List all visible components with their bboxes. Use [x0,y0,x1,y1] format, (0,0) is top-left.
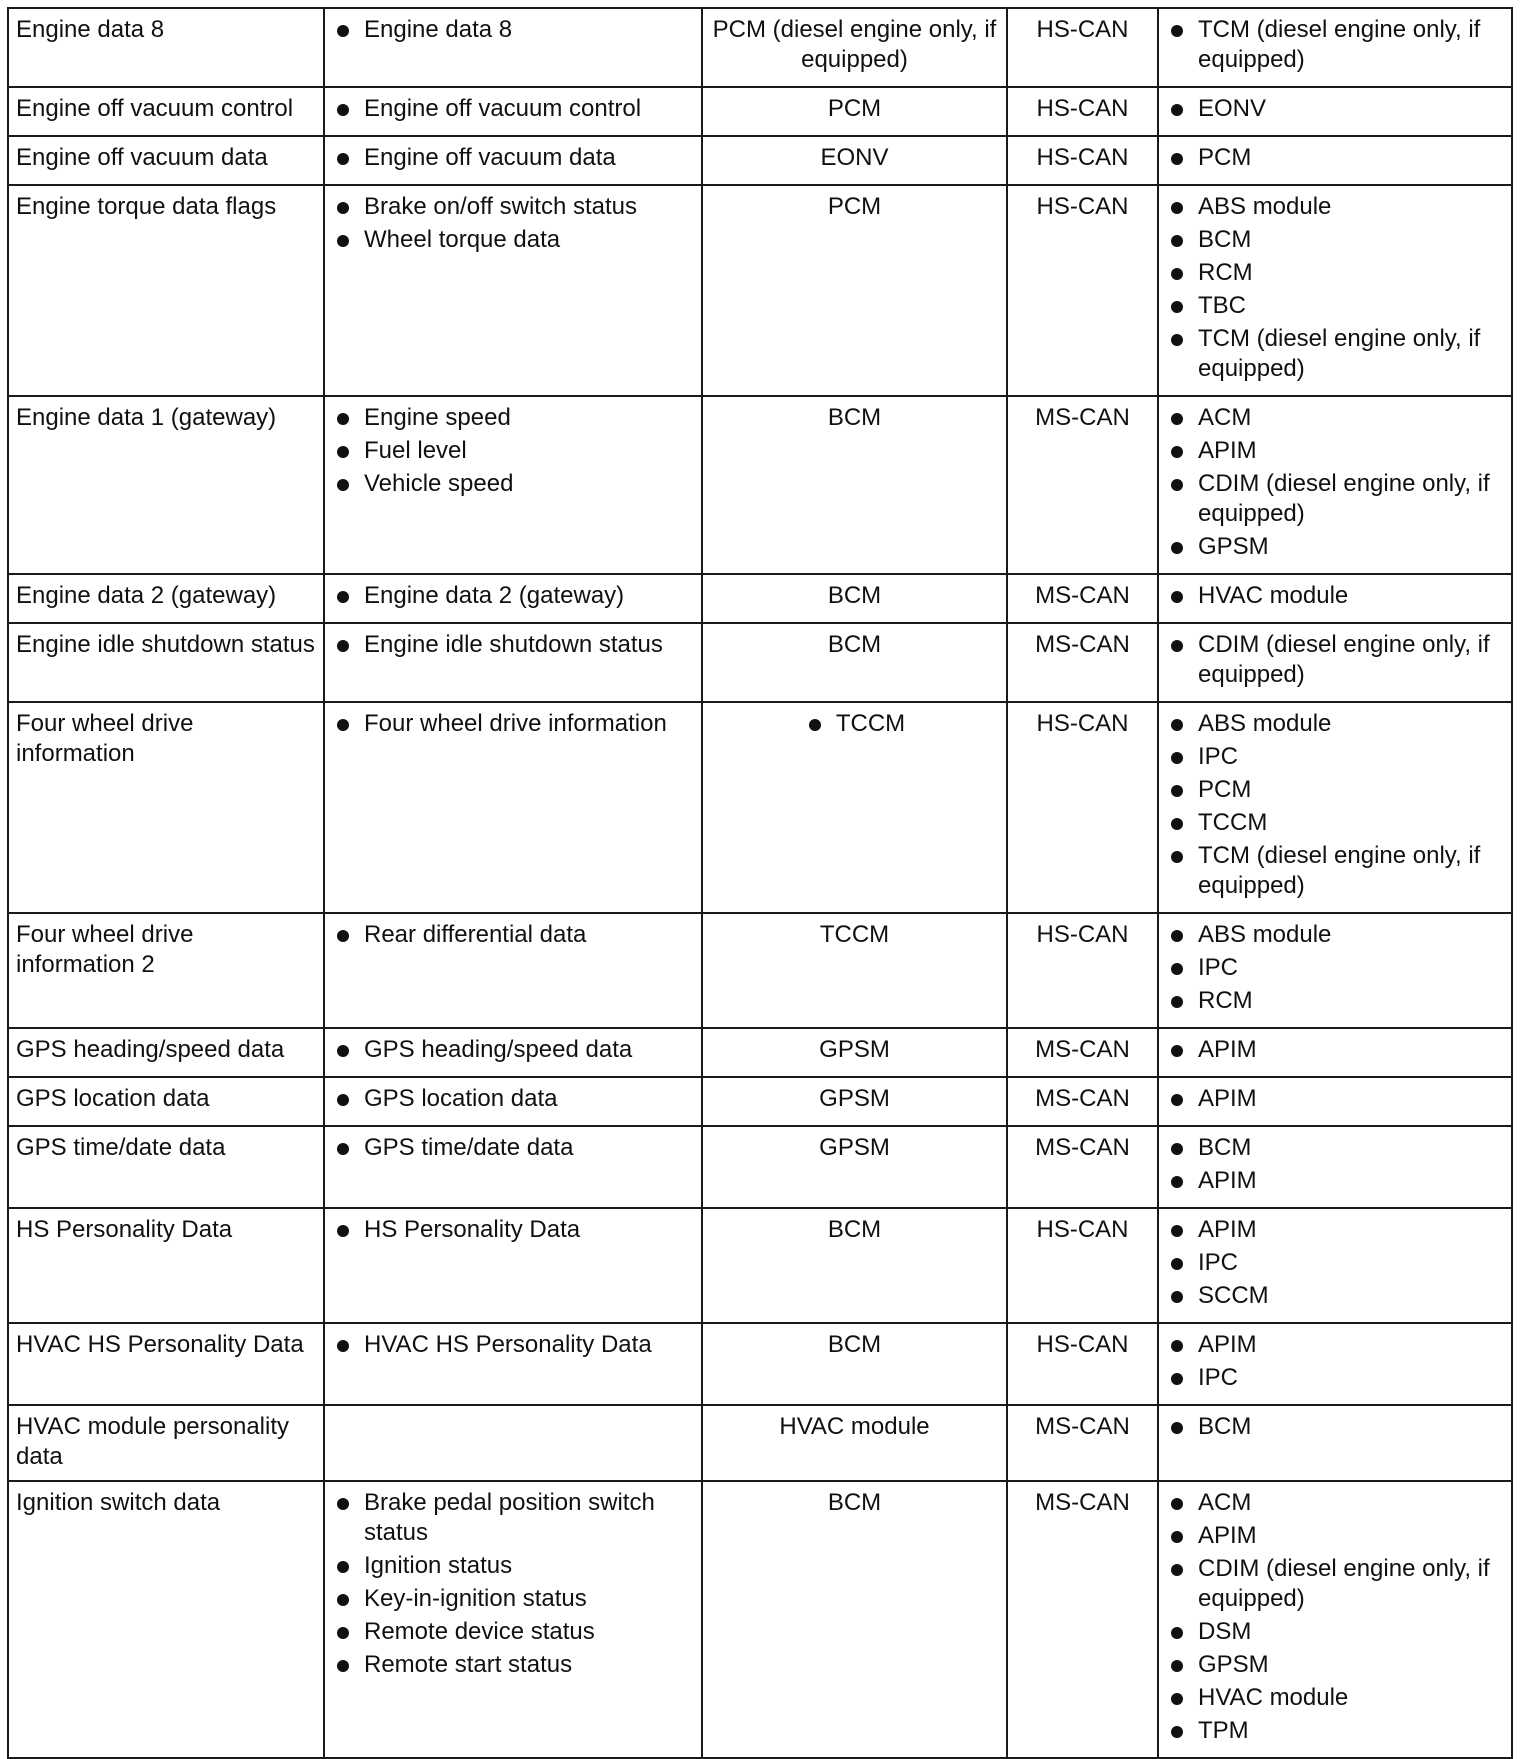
message-name-cell: HS Personality Data [8,1208,324,1323]
signal-list-item: GPS heading/speed data [364,1035,694,1065]
receivers-list [1166,1133,1504,1196]
network-cell: MS-CAN [1007,1028,1158,1077]
receiver-list-item: ABS module [1198,920,1504,950]
receivers-list [1166,192,1504,384]
network-cell: MS-CAN [1007,1126,1158,1208]
originator-cell: PCM (diesel engine only, if equipped) [702,8,1007,87]
signals-cell [324,1077,702,1126]
message-name-cell: HVAC HS Personality Data [8,1323,324,1405]
signals-list [332,403,694,499]
receiver-list-item: HVAC module [1198,1683,1504,1713]
signals-list [332,192,694,255]
signal-list-item: Remote start status [364,1650,694,1680]
message-name-cell: GPS heading/speed data [8,1028,324,1077]
signals-list [332,581,694,611]
network-cell: HS-CAN [1007,1208,1158,1323]
receiver-list-item: APIM [1198,1035,1504,1065]
receivers-list [1166,1084,1504,1114]
receiver-list-item: TPM [1198,1716,1504,1746]
message-name-cell: Ignition switch data [8,1481,324,1758]
signal-list-item: Four wheel drive information [364,709,694,739]
receiver-list-item: DSM [1198,1617,1504,1647]
network-cell: HS-CAN [1007,185,1158,396]
network-cell: HS-CAN [1007,1323,1158,1405]
receivers-list [1166,15,1504,75]
receivers-list [1166,143,1504,173]
message-name-cell: Engine torque data flags [8,185,324,396]
signals-cell [324,87,702,136]
receiver-list-item: TCM (diesel engine only, if equipped) [1198,324,1504,384]
receivers-cell [1158,1405,1512,1481]
originator-cell: BCM [702,1323,1007,1405]
message-name-cell: Engine data 1 (gateway) [8,396,324,574]
module-communication-table [7,7,1513,1759]
signals-cell [324,136,702,185]
signal-list-item: Vehicle speed [364,469,694,499]
signal-list-item: GPS location data [364,1084,694,1114]
receivers-cell [1158,1077,1512,1126]
signal-list-item: GPS time/date data [364,1133,694,1163]
originator-cell: BCM [702,396,1007,574]
receiver-list-item: GPSM [1198,1650,1504,1680]
signal-list-item: HS Personality Data [364,1215,694,1245]
receiver-list-item: TCM (diesel engine only, if equipped) [1198,15,1504,75]
receivers-cell [1158,136,1512,185]
receivers-list [1166,1488,1504,1746]
signals-cell [324,1028,702,1077]
receivers-cell [1158,1126,1512,1208]
table-row [8,8,1512,87]
signals-cell [324,623,702,702]
receivers-list [1166,1035,1504,1065]
receiver-list-item: APIM [1198,436,1504,466]
signals-list [332,709,694,739]
network-cell: HS-CAN [1007,702,1158,913]
message-name-cell: Four wheel drive information 2 [8,913,324,1028]
signals-cell [324,185,702,396]
signals-cell [324,396,702,574]
receivers-cell [1158,913,1512,1028]
originator-list-item: TCCM [835,710,906,737]
receiver-list-item: APIM [1198,1521,1504,1551]
signal-list-item: Engine speed [364,403,694,433]
originator-cell: PCM [702,185,1007,396]
receivers-cell [1158,185,1512,396]
message-name-cell: GPS time/date data [8,1126,324,1208]
receiver-list-item: ABS module [1198,192,1504,222]
signal-list-item: Key-in-ignition status [364,1584,694,1614]
table-row [8,185,1512,396]
receivers-list [1166,1412,1504,1442]
signals-list [332,143,694,173]
receiver-list-item: BCM [1198,1412,1504,1442]
originator-cell: BCM [702,574,1007,623]
originator-cell: TCCM [702,913,1007,1028]
network-cell: MS-CAN [1007,1481,1158,1758]
receiver-list-item: EONV [1198,94,1504,124]
signal-list-item: Wheel torque data [364,225,694,255]
receiver-list-item: SCCM [1198,1281,1504,1311]
signal-list-item: Brake pedal position switch status [364,1488,694,1548]
signal-list-item: Engine off vacuum data [364,143,694,173]
receiver-list-item: HVAC module [1198,581,1504,611]
receiver-list-item: ACM [1198,403,1504,433]
receiver-list-item: APIM [1198,1215,1504,1245]
message-name-cell: Engine data 2 (gateway) [8,574,324,623]
signals-cell [324,574,702,623]
signals-cell [324,1126,702,1208]
receiver-list-item: ABS module [1198,709,1504,739]
receiver-list-item: RCM [1198,986,1504,1016]
network-cell: MS-CAN [1007,1405,1158,1481]
receivers-cell [1158,574,1512,623]
signals-cell [324,1208,702,1323]
originator-cell: BCM [702,1208,1007,1323]
receivers-cell [1158,1208,1512,1323]
originator-cell: HVAC module [702,1405,1007,1481]
signals-list [332,1330,694,1360]
table-row [8,913,1512,1028]
network-cell: HS-CAN [1007,913,1158,1028]
network-cell: MS-CAN [1007,1077,1158,1126]
signals-list [332,15,694,45]
receiver-list-item: TBC [1198,291,1504,321]
receivers-list [1166,581,1504,611]
signals-cell [324,913,702,1028]
signals-list [332,920,694,950]
receiver-list-item: GPSM [1198,532,1504,562]
table-row [8,1323,1512,1405]
receiver-list-item: IPC [1198,742,1504,772]
originator-cell: GPSM [702,1126,1007,1208]
receiver-list-item: CDIM (diesel engine only, if equipped) [1198,1554,1504,1614]
receivers-list [1166,1330,1504,1393]
table-row [8,1481,1512,1758]
table-row [8,1028,1512,1077]
signal-list-item: Rear differential data [364,920,694,950]
signals-list [332,1084,694,1114]
network-cell: MS-CAN [1007,623,1158,702]
network-cell: HS-CAN [1007,87,1158,136]
receiver-list-item: CDIM (diesel engine only, if equipped) [1198,630,1504,690]
signal-list-item: HVAC HS Personality Data [364,1330,694,1360]
table-body [8,8,1512,1758]
signal-list-item: Brake on/off switch status [364,192,694,222]
receiver-list-item: IPC [1198,1363,1504,1393]
originator-cell: BCM [702,1481,1007,1758]
receivers-cell [1158,1323,1512,1405]
receiver-list-item: PCM [1198,143,1504,173]
signals-cell [324,8,702,87]
message-name-cell: HVAC module personality data [8,1405,324,1481]
receiver-list-item: CDIM (diesel engine only, if equipped) [1198,469,1504,529]
signal-list-item: Engine idle shutdown status [364,630,694,660]
receivers-list [1166,403,1504,562]
receiver-list-item: IPC [1198,953,1504,983]
receivers-cell [1158,702,1512,913]
receivers-cell [1158,1481,1512,1758]
signals-list [332,1035,694,1065]
originator-cell: GPSM [702,1077,1007,1126]
table-row [8,1077,1512,1126]
receivers-cell [1158,87,1512,136]
receivers-list [1166,1215,1504,1311]
table-row [8,623,1512,702]
table-row [8,702,1512,913]
table-row [8,136,1512,185]
receivers-list [1166,630,1504,690]
signal-list-item: Remote device status [364,1617,694,1647]
table-row [8,396,1512,574]
receiver-list-item: RCM [1198,258,1504,288]
signal-list-item: Engine data 8 [364,15,694,45]
message-name-cell: GPS location data [8,1077,324,1126]
signals-list [332,94,694,124]
receivers-cell [1158,396,1512,574]
message-name-cell: Four wheel drive information [8,702,324,913]
network-cell: MS-CAN [1007,396,1158,574]
receiver-list-item: TCCM [1198,808,1504,838]
signals-list [332,1133,694,1163]
signal-list-item: Engine data 2 (gateway) [364,581,694,611]
originator-cell: PCM [702,87,1007,136]
table-row [8,1208,1512,1323]
receiver-list-item: BCM [1198,1133,1504,1163]
signals-list [332,1488,694,1680]
network-cell: HS-CAN [1007,136,1158,185]
receivers-cell [1158,1028,1512,1077]
originator-cell: BCM [702,623,1007,702]
receivers-list [1166,709,1504,901]
receiver-list-item: APIM [1198,1084,1504,1114]
originator-cell [702,702,1007,913]
signals-cell [324,1405,702,1481]
originator-cell: GPSM [702,1028,1007,1077]
message-name-cell: Engine idle shutdown status [8,623,324,702]
message-name-cell: Engine off vacuum data [8,136,324,185]
receiver-list-item: APIM [1198,1330,1504,1360]
receivers-cell [1158,8,1512,87]
table-row [8,1126,1512,1208]
receiver-list-item: IPC [1198,1248,1504,1278]
receivers-list [1166,94,1504,124]
table-row [8,1405,1512,1481]
receiver-list-item: PCM [1198,775,1504,805]
network-cell: MS-CAN [1007,574,1158,623]
signals-list [332,1215,694,1245]
receiver-list-item: APIM [1198,1166,1504,1196]
receiver-list-item: ACM [1198,1488,1504,1518]
signals-cell [324,702,702,913]
signal-list-item: Engine off vacuum control [364,94,694,124]
receiver-list-item: BCM [1198,225,1504,255]
signal-list-item: Ignition status [364,1551,694,1581]
receivers-list [1166,920,1504,1016]
originator-cell: EONV [702,136,1007,185]
originator-list [804,709,905,742]
table-row [8,574,1512,623]
table-row [8,87,1512,136]
signals-cell [324,1481,702,1758]
network-cell: HS-CAN [1007,8,1158,87]
receiver-list-item: TCM (diesel engine only, if equipped) [1198,841,1504,901]
message-name-cell: Engine data 8 [8,8,324,87]
signals-cell [324,1323,702,1405]
signals-list [332,630,694,660]
message-name-cell: Engine off vacuum control [8,87,324,136]
receivers-cell [1158,623,1512,702]
signal-list-item: Fuel level [364,436,694,466]
